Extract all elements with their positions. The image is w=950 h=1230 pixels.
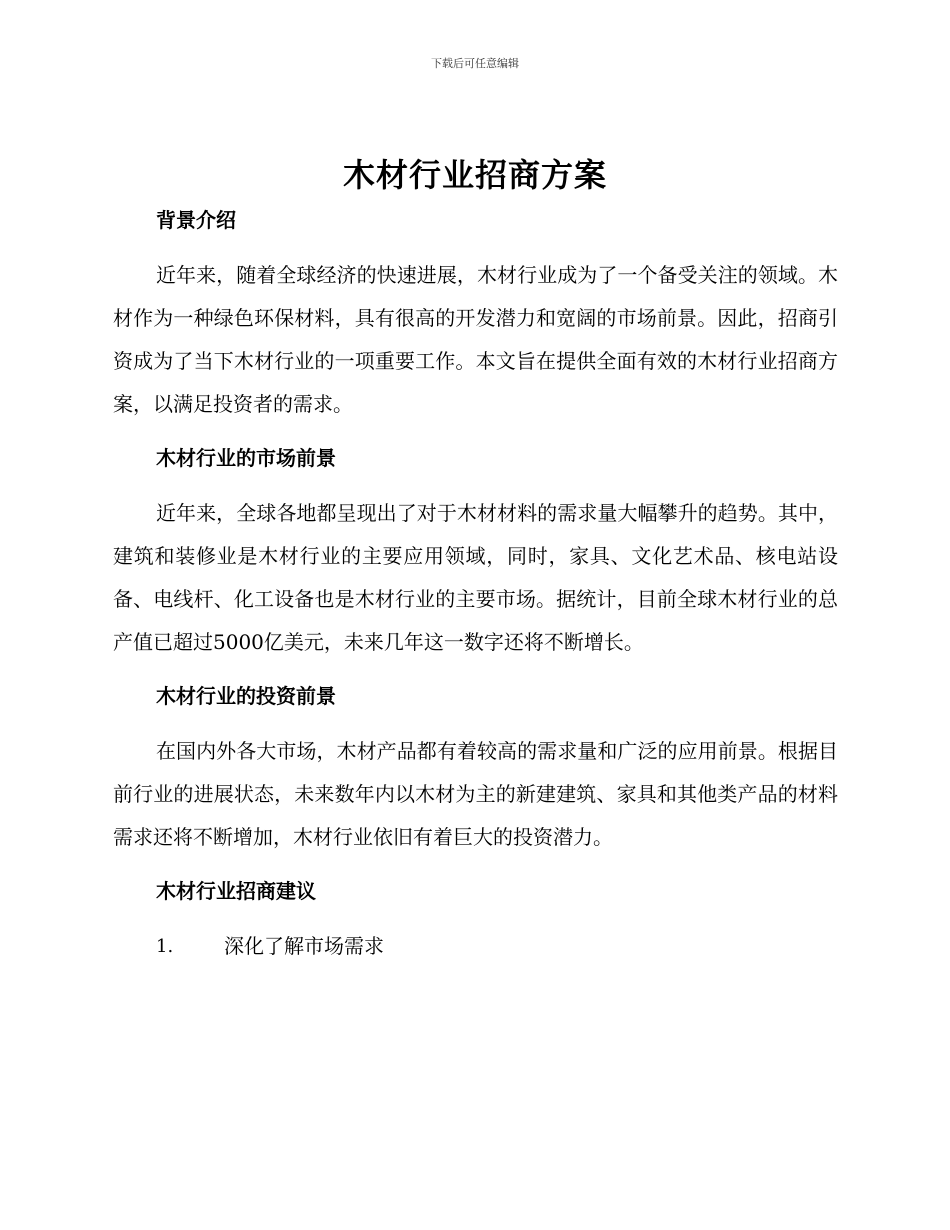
section-heading-background: 背景介绍	[156, 208, 236, 232]
list-item-text: 深化了解市场需求	[224, 934, 384, 958]
header-note: 下载后可任意编辑	[431, 57, 519, 70]
document-title: 木材行业招商方案	[342, 156, 607, 194]
section-heading-recommendations: 木材行业招商建议	[156, 879, 316, 903]
section-paragraph-market-outlook: 近年来，全球各地都呈现出了对于木材材料的需求量大幅攀升的趋势。其中，建筑和装修业是木材行业的主要应用领域，同时，家具、文化艺术品、核电站设备、电线杆、化工设备也是木材行业的主要市场。据统计，目前全球木材行业的总产值已超过5000亿美元，未来几年这一数字还将不断增长。	[113, 501, 838, 654]
list-item-number: 1.	[156, 936, 174, 957]
section-heading-investment-outlook: 木材行业的投资前景	[156, 684, 336, 708]
section-paragraph-background: 近年来，随着全球经济的快速进展，木材行业成为了一个备受关注的领域。木材作为一种绿色环保材料，具有很高的开发潜力和宽阔的市场前景。因此，招商引资成为了当下木材行业的一项重要工作。本文旨在提供全面有效的木材行业招商方案，以满足投资者的需求。	[113, 263, 838, 416]
list-item	[113, 925, 838, 968]
section-heading-market-outlook: 木材行业的市场前景	[156, 446, 336, 470]
section-paragraph-investment-outlook: 在国内外各大市场，木材产品都有着较高的需求量和广泛的应用前景。根据目前行业的进展状态，未来数年内以木材为主的新建建筑、家具和其他类产品的材料需求还将不断增加，木材行业依旧有着巨大的投资潜力。	[113, 739, 838, 849]
document-body	[113, 200, 838, 968]
